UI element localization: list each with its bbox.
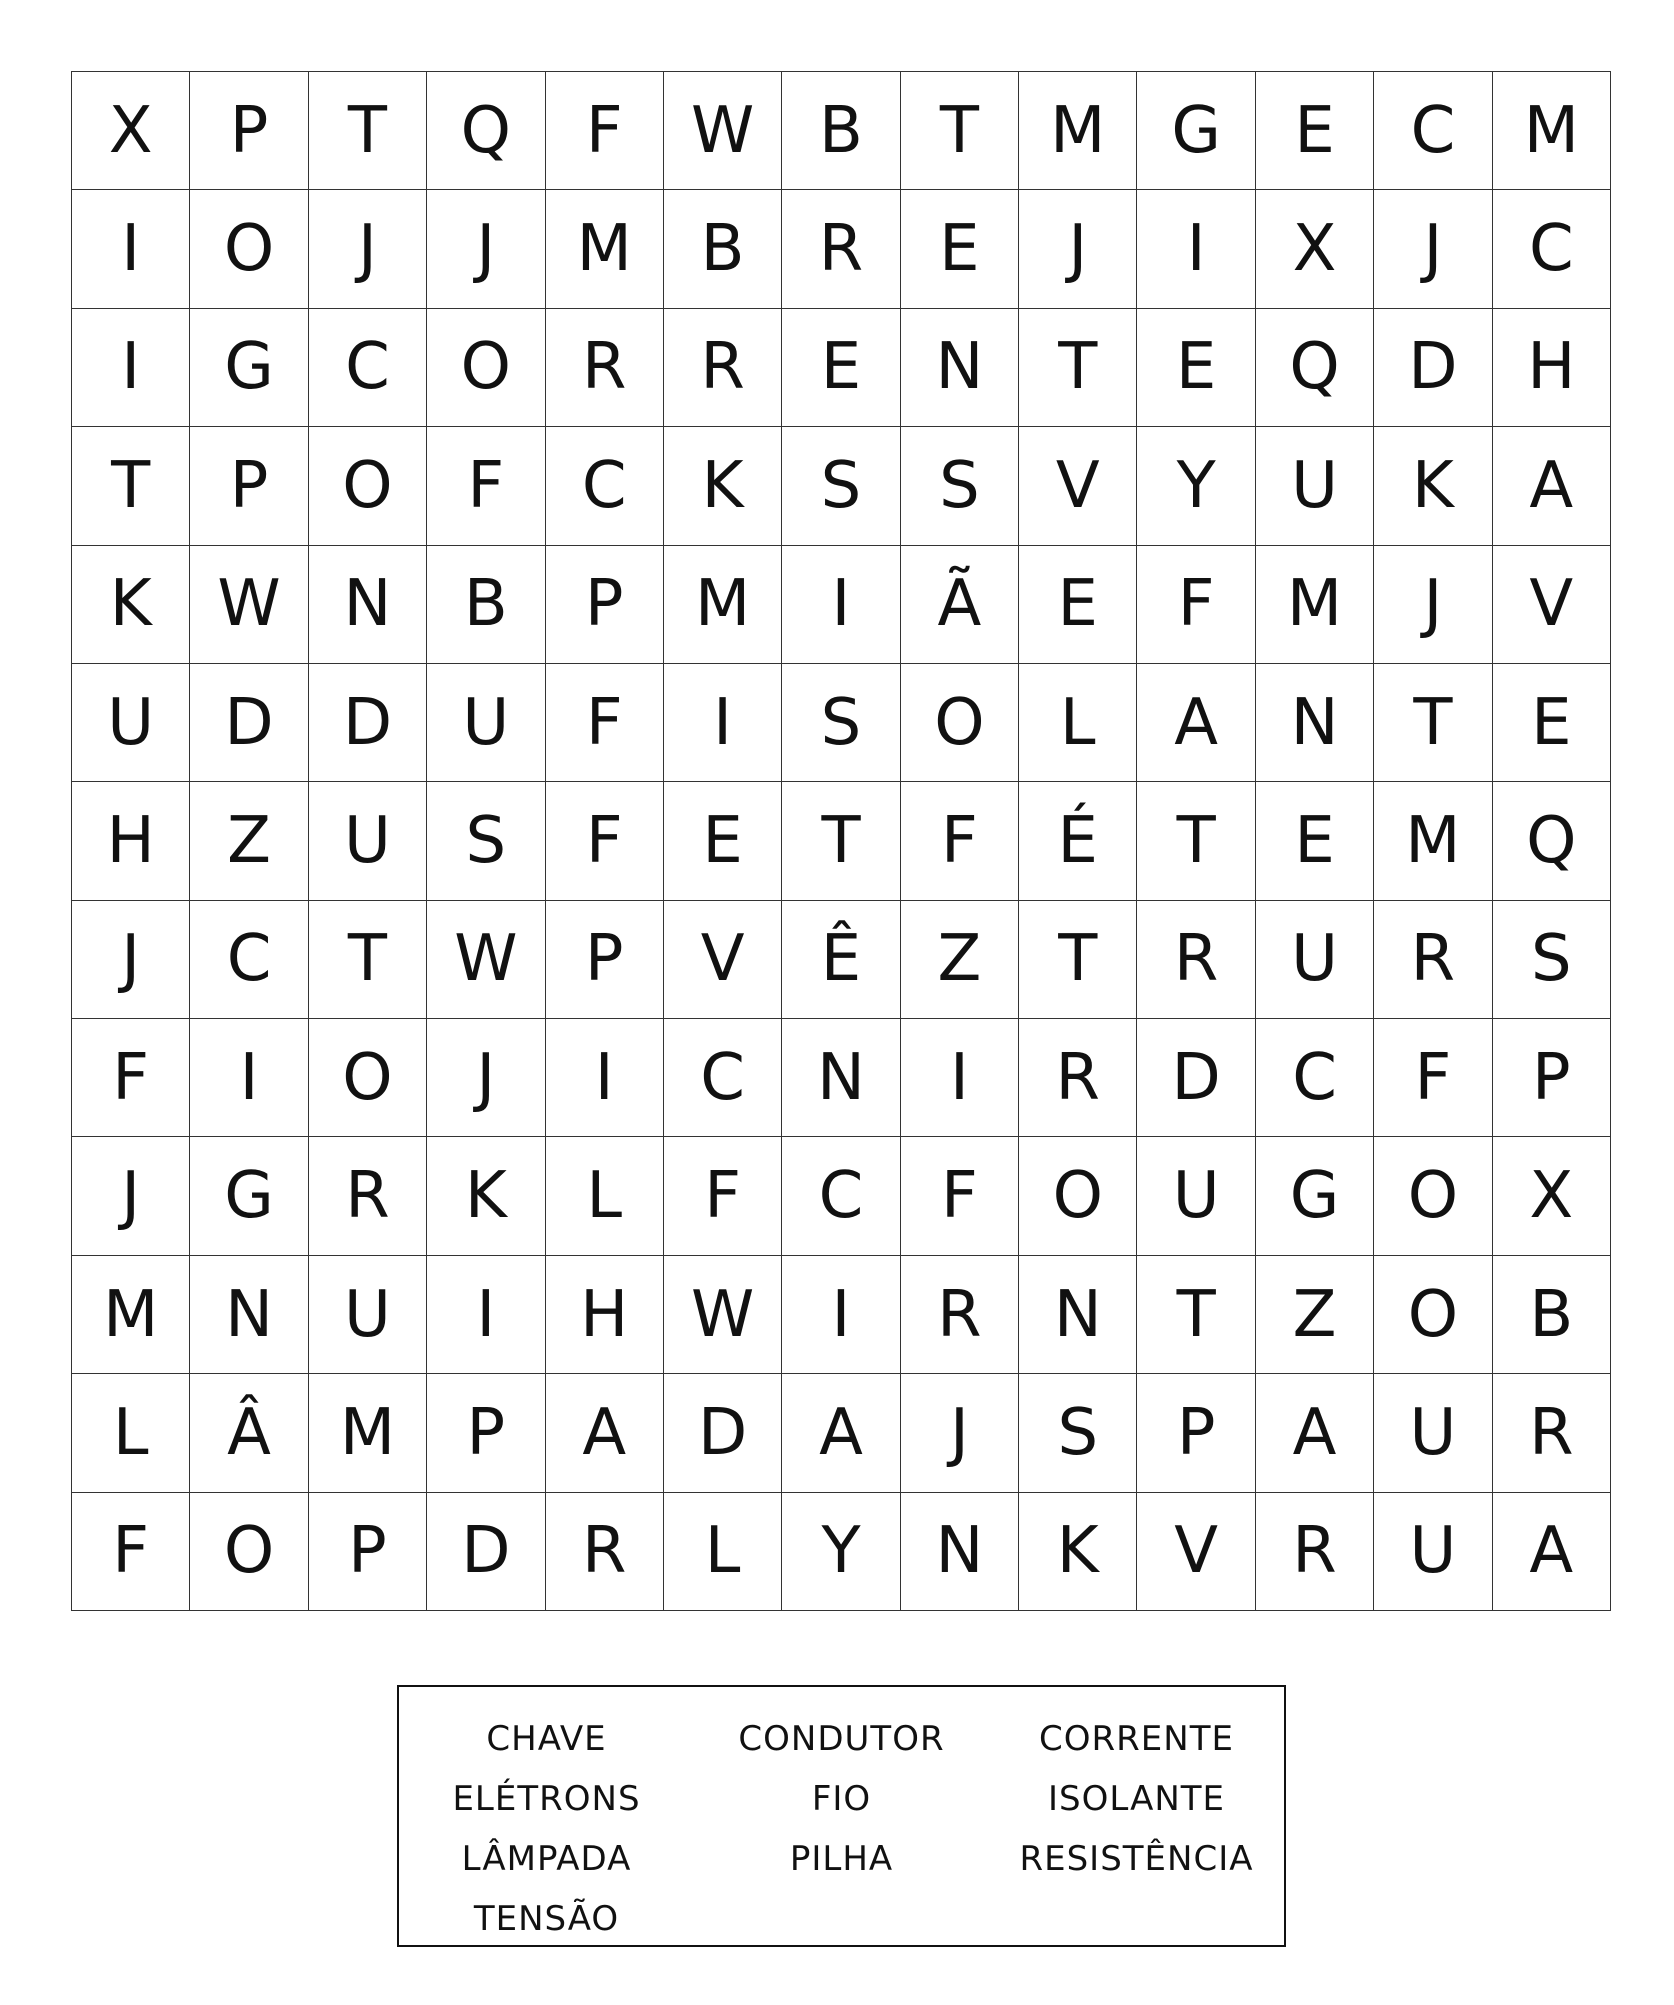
grid-cell[interactable]: R — [546, 1493, 664, 1611]
grid-cell[interactable]: E — [782, 309, 900, 427]
grid-cell[interactable]: P — [309, 1493, 427, 1611]
grid-cell[interactable]: G — [1256, 1137, 1374, 1255]
grid-cell[interactable]: I — [782, 1256, 900, 1374]
grid-cell[interactable]: M — [1374, 782, 1492, 900]
grid-cell[interactable]: O — [901, 664, 1019, 782]
grid-cell[interactable]: E — [1256, 72, 1374, 190]
grid-cell[interactable]: H — [546, 1256, 664, 1374]
grid-cell[interactable]: P — [1137, 1374, 1255, 1492]
grid-cell[interactable]: M — [1019, 72, 1137, 190]
grid-cell[interactable]: J — [72, 1137, 190, 1255]
grid-cell[interactable]: S — [782, 664, 900, 782]
grid-cell[interactable]: J — [1374, 190, 1492, 308]
grid-cell[interactable]: S — [782, 427, 900, 545]
grid-cell[interactable]: N — [901, 1493, 1019, 1611]
grid-cell[interactable]: E — [1137, 309, 1255, 427]
grid-cell[interactable]: W — [427, 901, 545, 1019]
grid-cell[interactable]: L — [664, 1493, 782, 1611]
grid-cell[interactable]: F — [72, 1019, 190, 1137]
grid-cell[interactable]: J — [72, 901, 190, 1019]
grid-cell[interactable]: O — [190, 1493, 308, 1611]
grid-cell[interactable]: F — [72, 1493, 190, 1611]
grid-cell[interactable]: N — [1019, 1256, 1137, 1374]
word-list-item: PILHA — [789, 1839, 894, 1879]
grid-cell[interactable]: N — [190, 1256, 308, 1374]
grid-cell[interactable]: R — [1137, 901, 1255, 1019]
grid-cell[interactable]: M — [1493, 72, 1611, 190]
grid-cell[interactable]: I — [72, 309, 190, 427]
grid-cell[interactable]: S — [1019, 1374, 1137, 1492]
grid-cell[interactable]: B — [427, 546, 545, 664]
grid-cell[interactable]: K — [1374, 427, 1492, 545]
grid-cell[interactable]: J — [1019, 190, 1137, 308]
grid-cell[interactable]: L — [546, 1137, 664, 1255]
grid-cell[interactable]: J — [1374, 546, 1492, 664]
word-list-item: CHAVE — [486, 1719, 607, 1759]
grid-cell[interactable]: F — [546, 664, 664, 782]
grid-cell[interactable]: U — [1256, 901, 1374, 1019]
grid-cell[interactable]: Z — [901, 901, 1019, 1019]
grid-cell[interactable]: D — [190, 664, 308, 782]
grid-cell[interactable]: A — [1493, 427, 1611, 545]
grid-cell[interactable]: D — [1137, 1019, 1255, 1137]
grid-cell[interactable]: Q — [1256, 309, 1374, 427]
grid-cell[interactable]: W — [664, 72, 782, 190]
grid-cell[interactable]: I — [664, 664, 782, 782]
grid-cell[interactable]: K — [427, 1137, 545, 1255]
grid-cell[interactable]: T — [1019, 309, 1137, 427]
grid-cell[interactable]: T — [72, 427, 190, 545]
grid-cell[interactable]: Q — [427, 72, 545, 190]
grid-cell[interactable]: B — [664, 190, 782, 308]
grid-cell[interactable]: M — [1256, 546, 1374, 664]
grid-cell[interactable]: Â — [190, 1374, 308, 1492]
grid-cell[interactable]: X — [1493, 1137, 1611, 1255]
grid-cell[interactable]: E — [1256, 782, 1374, 900]
grid-cell[interactable]: U — [309, 782, 427, 900]
word-list-item: FIO — [811, 1779, 872, 1819]
grid-cell[interactable]: C — [782, 1137, 900, 1255]
grid-cell[interactable]: A — [546, 1374, 664, 1492]
grid-cell[interactable]: O — [1019, 1137, 1137, 1255]
grid-cell[interactable]: C — [546, 427, 664, 545]
grid-cell[interactable]: V — [1493, 546, 1611, 664]
grid-cell[interactable]: U — [427, 664, 545, 782]
grid-cell[interactable]: N — [901, 309, 1019, 427]
grid-cell[interactable]: F — [427, 427, 545, 545]
grid-cell[interactable]: Ã — [901, 546, 1019, 664]
grid-cell[interactable]: U — [1374, 1493, 1492, 1611]
grid-cell[interactable]: T — [1019, 901, 1137, 1019]
grid-cell[interactable]: H — [72, 782, 190, 900]
grid-cell[interactable]: R — [546, 309, 664, 427]
grid-cell[interactable]: T — [782, 782, 900, 900]
grid-cell[interactable]: C — [1493, 190, 1611, 308]
grid-cell[interactable]: V — [1137, 1493, 1255, 1611]
grid-cell[interactable]: W — [664, 1256, 782, 1374]
grid-cell[interactable]: R — [664, 309, 782, 427]
grid-cell[interactable]: L — [72, 1374, 190, 1492]
grid-cell[interactable]: O — [1374, 1256, 1492, 1374]
grid-cell[interactable]: P — [1493, 1019, 1611, 1137]
grid-cell[interactable]: B — [1493, 1256, 1611, 1374]
grid-cell[interactable]: C — [1256, 1019, 1374, 1137]
grid-cell[interactable]: Ê — [782, 901, 900, 1019]
grid-cell[interactable]: R — [1256, 1493, 1374, 1611]
grid-cell[interactable]: K — [664, 427, 782, 545]
grid-cell[interactable]: R — [309, 1137, 427, 1255]
grid-cell[interactable]: N — [1256, 664, 1374, 782]
grid-cell[interactable]: V — [1019, 427, 1137, 545]
grid-cell[interactable]: R — [1374, 901, 1492, 1019]
grid-cell[interactable]: M — [664, 546, 782, 664]
grid-cell[interactable]: T — [1137, 782, 1255, 900]
grid-cell[interactable]: J — [427, 1019, 545, 1137]
grid-cell[interactable]: P — [546, 546, 664, 664]
word-list-item: LÂMPADA — [461, 1839, 632, 1879]
grid-cell[interactable]: T — [1374, 664, 1492, 782]
grid-cell[interactable]: F — [901, 1137, 1019, 1255]
word-list-item: RESISTÊNCIA — [1019, 1839, 1254, 1879]
word-list-item: CONDUTOR — [738, 1719, 945, 1759]
grid-cell[interactable]: R — [1493, 1374, 1611, 1492]
grid-cell[interactable]: N — [309, 546, 427, 664]
word-list-item: TENSÃO — [473, 1899, 620, 1939]
grid-cell[interactable]: I — [901, 1019, 1019, 1137]
grid-cell[interactable]: D — [427, 1493, 545, 1611]
grid-cell[interactable]: C — [664, 1019, 782, 1137]
grid-cell[interactable]: I — [546, 1019, 664, 1137]
grid-cell[interactable]: C — [309, 309, 427, 427]
grid-cell[interactable]: I — [427, 1256, 545, 1374]
grid-cell[interactable]: T — [309, 901, 427, 1019]
grid-cell[interactable]: F — [546, 72, 664, 190]
grid-cell[interactable]: L — [1019, 664, 1137, 782]
grid-cell[interactable]: A — [1137, 664, 1255, 782]
grid-cell[interactable]: R — [782, 190, 900, 308]
grid-cell[interactable]: A — [1493, 1493, 1611, 1611]
grid-cell[interactable]: J — [309, 190, 427, 308]
word-list-item: ELÉTRONS — [452, 1779, 641, 1819]
grid-cell[interactable]: F — [664, 1137, 782, 1255]
grid-cell[interactable]: J — [427, 190, 545, 308]
grid-cell[interactable]: F — [1137, 546, 1255, 664]
grid-cell[interactable]: I — [72, 190, 190, 308]
word-list-box — [397, 1685, 1286, 1947]
grid-cell[interactable]: E — [901, 190, 1019, 308]
word-search-grid — [71, 71, 1611, 1611]
grid-cell[interactable]: P — [546, 901, 664, 1019]
grid-cell[interactable]: F — [1374, 1019, 1492, 1137]
grid-cell[interactable]: F — [901, 782, 1019, 900]
grid-cell[interactable]: X — [1256, 190, 1374, 308]
grid-cell[interactable]: S — [427, 782, 545, 900]
grid-cell[interactable]: Y — [1137, 427, 1255, 545]
grid-cell[interactable]: P — [427, 1374, 545, 1492]
grid-cell[interactable]: É — [1019, 782, 1137, 900]
grid-cell[interactable]: Z — [190, 782, 308, 900]
grid-cell[interactable]: T — [1137, 1256, 1255, 1374]
grid-cell[interactable]: A — [782, 1374, 900, 1492]
grid-cell[interactable]: T — [309, 72, 427, 190]
grid-cell[interactable]: T — [901, 72, 1019, 190]
grid-cell[interactable]: A — [1256, 1374, 1374, 1492]
grid-cell[interactable]: E — [1019, 546, 1137, 664]
grid-cell[interactable]: Q — [1493, 782, 1611, 900]
grid-cell[interactable]: B — [782, 72, 900, 190]
grid-cell[interactable]: E — [1493, 664, 1611, 782]
grid-cell[interactable]: D — [309, 664, 427, 782]
grid-cell[interactable]: H — [1493, 309, 1611, 427]
grid-cell[interactable]: C — [1374, 72, 1492, 190]
grid-cell[interactable]: M — [309, 1374, 427, 1492]
grid-cell[interactable]: G — [190, 1137, 308, 1255]
word-list-item: CORRENTE — [1039, 1719, 1234, 1759]
grid-cell[interactable]: M — [72, 1256, 190, 1374]
grid-cell[interactable]: R — [1019, 1019, 1137, 1137]
grid-cell[interactable]: S — [901, 427, 1019, 545]
grid-cell[interactable]: X — [72, 72, 190, 190]
grid-cell[interactable]: Z — [1256, 1256, 1374, 1374]
grid-cell[interactable]: Y — [782, 1493, 900, 1611]
grid-cell[interactable]: U — [72, 664, 190, 782]
grid-cell[interactable]: O — [190, 190, 308, 308]
grid-cell[interactable]: K — [1019, 1493, 1137, 1611]
grid-cell[interactable]: U — [1374, 1374, 1492, 1492]
grid-cell[interactable]: D — [664, 1374, 782, 1492]
grid-cell[interactable]: J — [901, 1374, 1019, 1492]
grid-cell[interactable]: I — [190, 1019, 308, 1137]
word-list-item: ISOLANTE — [1047, 1779, 1226, 1819]
grid-cell[interactable]: U — [309, 1256, 427, 1374]
grid-cell[interactable]: P — [190, 72, 308, 190]
grid-cell[interactable]: C — [190, 901, 308, 1019]
grid-cell[interactable]: R — [901, 1256, 1019, 1374]
grid-cell[interactable]: P — [190, 427, 308, 545]
grid-cell[interactable]: S — [1493, 901, 1611, 1019]
grid-cell[interactable]: V — [664, 901, 782, 1019]
grid-cell[interactable]: E — [664, 782, 782, 900]
grid-cell[interactable]: G — [190, 309, 308, 427]
grid-cell[interactable]: K — [72, 546, 190, 664]
grid-cell[interactable]: O — [309, 427, 427, 545]
grid-cell[interactable]: M — [546, 190, 664, 308]
grid-cell[interactable]: F — [546, 782, 664, 900]
grid-cell[interactable]: I — [1137, 190, 1255, 308]
grid-cell[interactable]: U — [1137, 1137, 1255, 1255]
grid-cell[interactable]: N — [782, 1019, 900, 1137]
grid-cell[interactable]: W — [190, 546, 308, 664]
grid-cell[interactable]: D — [1374, 309, 1492, 427]
grid-cell[interactable]: U — [1256, 427, 1374, 545]
grid-cell[interactable]: O — [427, 309, 545, 427]
grid-cell[interactable]: O — [1374, 1137, 1492, 1255]
grid-cell[interactable]: I — [782, 546, 900, 664]
grid-cell[interactable]: O — [309, 1019, 427, 1137]
grid-cell[interactable]: G — [1137, 72, 1255, 190]
